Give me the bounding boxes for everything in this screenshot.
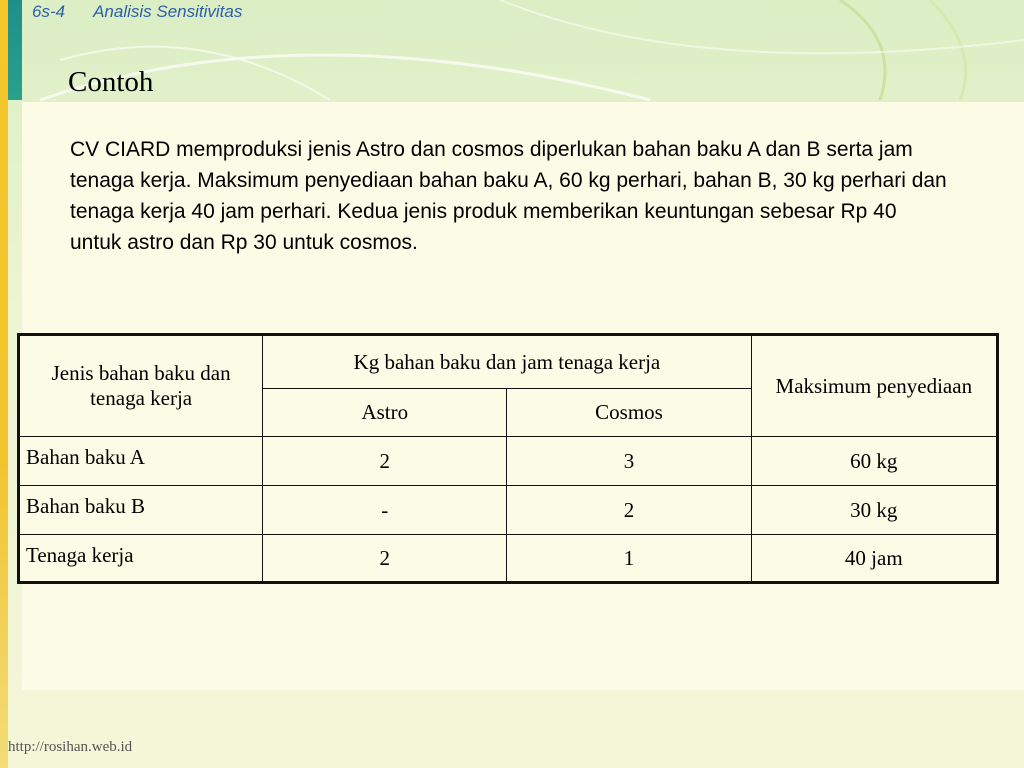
footer-url: http://rosihan.web.id xyxy=(8,739,133,755)
cell-max: 40 jam xyxy=(751,535,997,583)
section-title: Analisis Sensitivitas xyxy=(93,2,243,21)
cell-cosmos: 3 xyxy=(507,437,751,486)
header-cosmos: Cosmos xyxy=(507,389,751,437)
left-accent-bar xyxy=(0,0,8,768)
slide-title: Contoh xyxy=(68,66,154,98)
row-label: Bahan baku B xyxy=(19,486,263,535)
header-usage-group: Kg bahan baku dan jam tenaga kerja xyxy=(263,335,751,389)
slide-header xyxy=(32,2,270,22)
cell-astro: - xyxy=(263,486,507,535)
cell-max: 30 kg xyxy=(751,486,997,535)
table-row xyxy=(19,535,998,583)
header-resource-type: Jenis bahan baku dan tenaga kerja xyxy=(19,335,263,437)
table-row xyxy=(19,437,998,486)
header-max-supply: Maksimum penyediaan xyxy=(751,335,997,437)
row-label: Bahan baku A xyxy=(19,437,263,486)
cell-cosmos: 1 xyxy=(507,535,751,583)
cell-max: 60 kg xyxy=(751,437,997,486)
resource-table xyxy=(17,333,999,584)
cell-cosmos: 2 xyxy=(507,486,751,535)
left-teal-bar xyxy=(8,0,22,100)
problem-description: CV CIARD memproduksi jenis Astro dan cosmos diperlukan bahan baku A dan B serta jam tenaga kerja. Maksimum penyediaan bahan baku A, 60 kg perhari, bahan B, 30 kg perhari dan tenaga kerja 40 jam perhari. Kedua jenis produk memberikan keuntungan sebesar Rp 40 untuk astro dan Rp 30 untuk cosmos. xyxy=(70,138,947,254)
cell-astro: 2 xyxy=(263,437,507,486)
table-row xyxy=(19,486,998,535)
header-astro: Astro xyxy=(263,389,507,437)
slide-number: 6s-4 xyxy=(32,2,66,21)
row-label: Tenaga kerja xyxy=(19,535,263,583)
cell-astro: 2 xyxy=(263,535,507,583)
